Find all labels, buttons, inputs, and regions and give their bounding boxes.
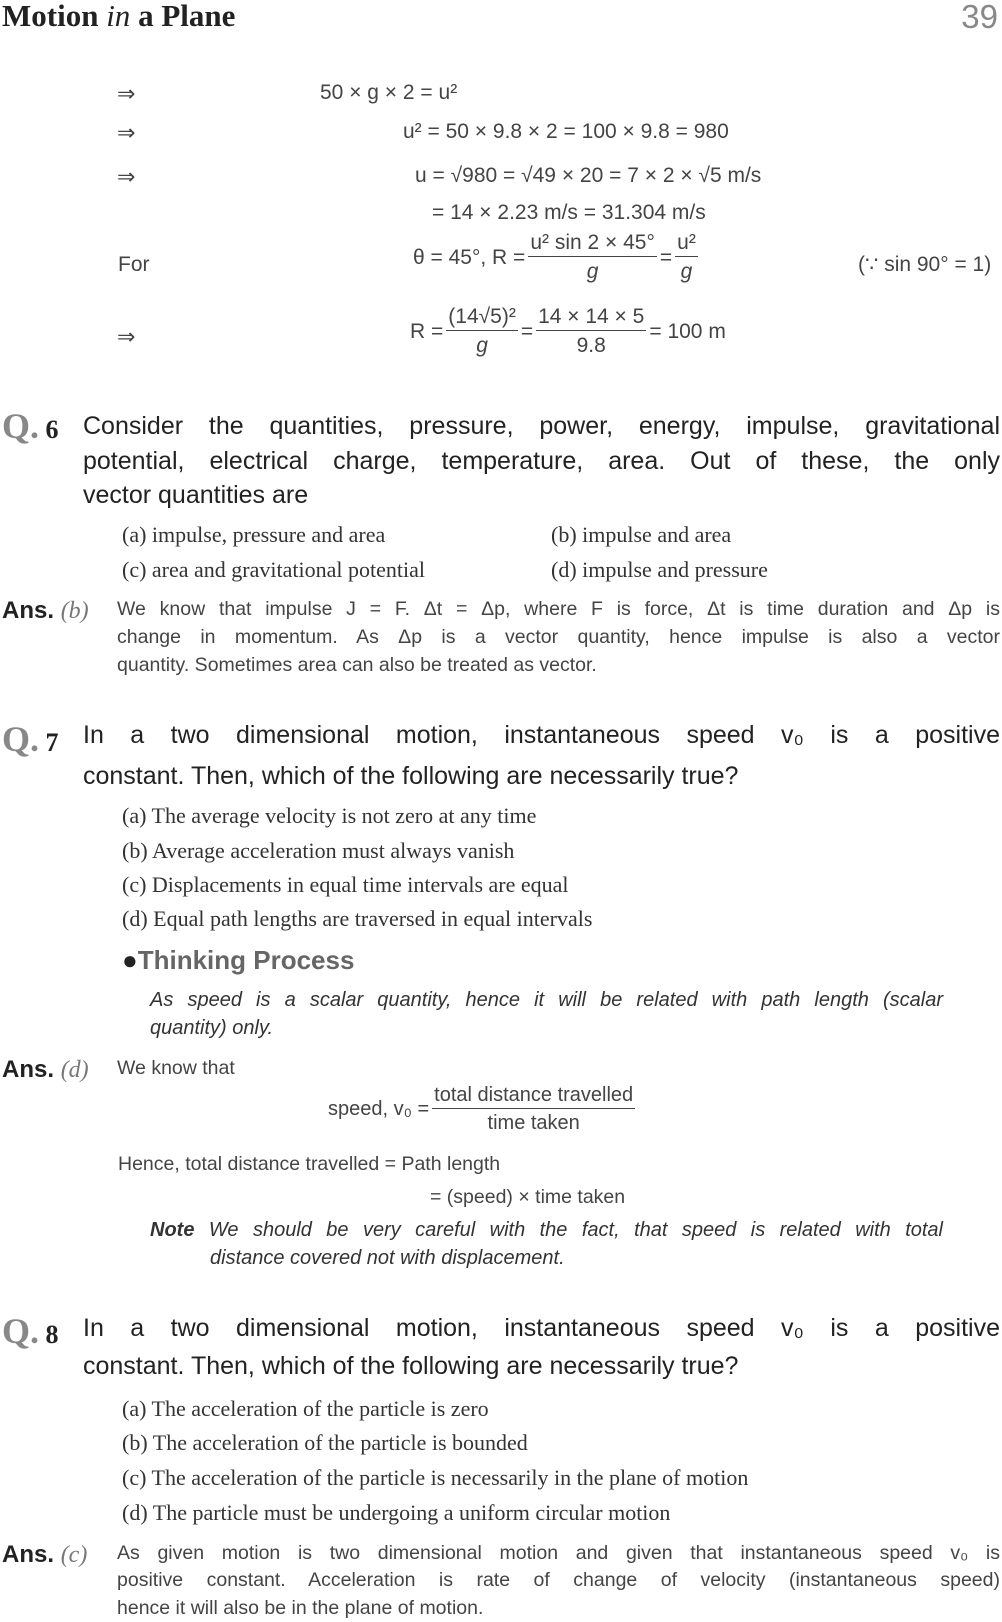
denominator: 9.8: [576, 334, 606, 357]
equation-part: θ = 45°, R =: [413, 245, 526, 269]
option-a: (a) impulse, pressure and area: [122, 522, 386, 547]
question-number: 8: [45, 1320, 59, 1349]
lightbulb-icon: ●: [122, 945, 138, 975]
fraction: [446, 306, 518, 356]
answer-text: We know that impulse J = F. Δt = Δp, where F is force, Δt is time duration and Δp is: [117, 598, 1000, 620]
answer-text: hence it will also be in the plane of motion.: [117, 1597, 484, 1619]
option-a: (a) The average velocity is not zero at any time: [122, 803, 537, 828]
ans-text: Ans.: [2, 1056, 55, 1083]
note-label: Note: [150, 1219, 195, 1241]
denominator: g: [586, 260, 599, 283]
answer-text: positive constant. Acceleration is rate of change of velocity (instantaneous speed): [117, 1569, 1000, 1591]
equation-note: (∵ sin 90° = 1): [858, 253, 992, 276]
denominator: g: [680, 260, 693, 283]
q-mark: Q.: [2, 1311, 40, 1351]
implies-arrow: ⇒: [117, 81, 136, 106]
answer-text: Hence, total distance travelled = Path length: [118, 1153, 501, 1175]
numerator: 14 × 14 × 5: [536, 306, 646, 331]
question-label: [2, 1310, 59, 1352]
numerator: (14√5)²: [446, 306, 518, 331]
equation: = 14 × 2.23 m/s = 31.304 m/s: [432, 201, 706, 224]
page-number: 39: [961, 0, 998, 35]
equation: u = √980 = √49 × 20 = 7 × 2 × √5 m/s: [415, 164, 762, 187]
question-text: Consider the quantities, pressure, power, energy, impulse, gravitational: [83, 412, 1000, 440]
chapter-title: [2, 0, 235, 31]
question-text: vector quantities are: [83, 481, 309, 509]
q-mark: Q.: [2, 406, 40, 446]
q-mark: Q.: [2, 719, 40, 759]
question-text: In a two dimensional motion, instantaneous speed v₀ is a positive: [83, 1314, 1000, 1342]
question-text: potential, electrical charge, temperature, area. Out of these, the only: [83, 447, 1000, 475]
answer-label: [2, 597, 89, 625]
option-b: (b) impulse and area: [551, 522, 732, 547]
for-label: For: [118, 253, 150, 276]
title-part: Motion: [2, 0, 107, 33]
answer-choice: (c): [60, 1542, 88, 1568]
implies-arrow: ⇒: [117, 324, 136, 349]
fraction: [675, 232, 698, 282]
equation-part: speed, v₀ =: [328, 1098, 430, 1120]
heading-text: Thinking Process: [137, 945, 355, 975]
answer-text: quantity. Sometimes area can also be treated as vector.: [117, 654, 597, 676]
equals: =: [659, 245, 673, 269]
question-text: In a two dimensional motion, instantaneous speed v₀ is a positive: [83, 721, 1000, 749]
implies-arrow: ⇒: [117, 164, 136, 189]
equation-part: = 100 m: [649, 319, 726, 343]
numerator: u²: [675, 232, 698, 257]
answer-text: = (speed) × time taken: [430, 1186, 626, 1208]
question-number: 6: [45, 415, 59, 444]
fraction: [536, 306, 646, 356]
title-part: in: [106, 0, 131, 33]
question-number: 7: [45, 728, 59, 757]
ans-text: Ans.: [2, 1541, 55, 1568]
answer-text: change in momentum. As Δp is a vector quantity, hence impulse is also a vector: [117, 626, 1000, 648]
range-equation: [413, 232, 701, 282]
question-label: [2, 405, 59, 447]
question-text: constant. Then, which of the following are necessarily true?: [83, 762, 739, 790]
option-d: (d) The particle must be undergoing a uniform circular motion: [122, 1500, 671, 1525]
option-d: (d) impulse and pressure: [551, 557, 768, 582]
fraction: [528, 232, 657, 282]
note: [150, 1220, 943, 1240]
option-a: (a) The acceleration of the particle is zero: [122, 1396, 489, 1421]
option-c: (c) area and gravitational potential: [122, 557, 425, 582]
numerator: u² sin 2 × 45°: [528, 232, 657, 257]
note-text: distance covered not with displacement.: [210, 1247, 565, 1269]
equation-part: R =: [410, 319, 444, 343]
denominator: g: [476, 334, 488, 357]
thinking-process-heading: [122, 947, 354, 973]
ans-text: Ans.: [2, 597, 55, 624]
answer-choice: (d): [60, 1057, 89, 1083]
numerator: total distance travelled: [432, 1085, 635, 1109]
option-c: (c) The acceleration of the particle is necessarily in the plane of motion: [122, 1465, 749, 1490]
answer-text: We know that: [117, 1057, 235, 1079]
equals: =: [520, 319, 534, 343]
note-text: We should be very careful with the fact, that speed is related with total: [208, 1219, 943, 1241]
option-d: (d) Equal path lengths are traversed in equal intervals: [122, 906, 593, 931]
denominator: time taken: [487, 1112, 580, 1134]
equation: 50 × g × 2 = u²: [320, 81, 458, 104]
option-b: (b) The acceleration of the particle is bounded: [122, 1430, 528, 1455]
speed-equation: [328, 1085, 638, 1133]
option-b: (b) Average acceleration must always vanish: [122, 838, 515, 863]
answer-label: [2, 1056, 89, 1084]
title-part: a Plane: [130, 0, 236, 33]
equation: u² = 50 × 9.8 × 2 = 100 × 9.8 = 980: [403, 120, 729, 143]
fraction: [432, 1085, 635, 1133]
answer-label: [2, 1541, 87, 1569]
answer-choice: (b): [60, 598, 89, 624]
thinking-text: As speed is a scalar quantity, hence it will be related with path length (scalar: [150, 989, 943, 1011]
option-c: (c) Displacements in equal time intervals are equal: [122, 872, 569, 897]
answer-text: As given motion is two dimensional motion and given that instantaneous speed v₀ is: [117, 1542, 1000, 1564]
implies-arrow: ⇒: [117, 120, 136, 145]
range-result-equation: [410, 306, 726, 356]
question-text: constant. Then, which of the following are necessarily true?: [83, 1352, 739, 1380]
thinking-text: quantity) only.: [150, 1017, 274, 1039]
question-label: [2, 718, 59, 760]
